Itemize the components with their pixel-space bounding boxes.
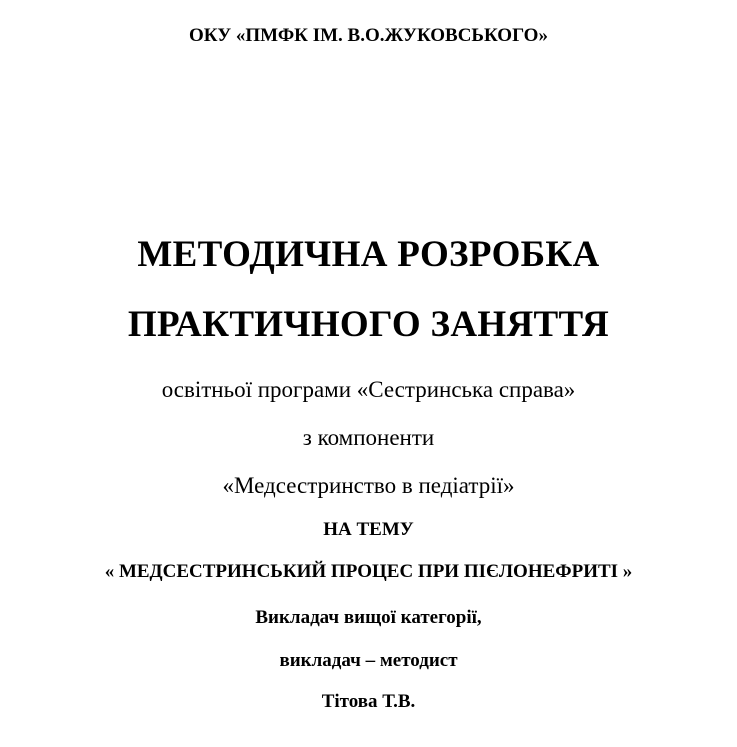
component-label: з компоненти [302,425,435,450]
topic-label: НА ТЕМУ [323,519,414,540]
document-title-line-2: ПРАКТИЧНОГО ЗАНЯТТЯ [127,304,610,345]
document-title-line-1: МЕТОДИЧНА РОЗРОБКА [137,234,600,275]
author-role-line-2: викладач – методист [279,650,458,671]
program-line: освітньої програми «Сестринська справа» [161,377,576,402]
topic-title: « МЕДСЕСТРИНСЬКИЙ ПРОЦЕС ПРИ ПІЄЛОНЕФРИТІ » [104,561,633,582]
institution-name: ОКУ «ПМФК ІМ. В.О.ЖУКОВСЬКОГО» [189,25,548,46]
author-role-line-1: Викладач вищої категорії, [255,607,482,628]
author-name: Тітова Т.В. [321,691,416,712]
component-name: «Медсестринство в педіатрії» [222,473,515,498]
